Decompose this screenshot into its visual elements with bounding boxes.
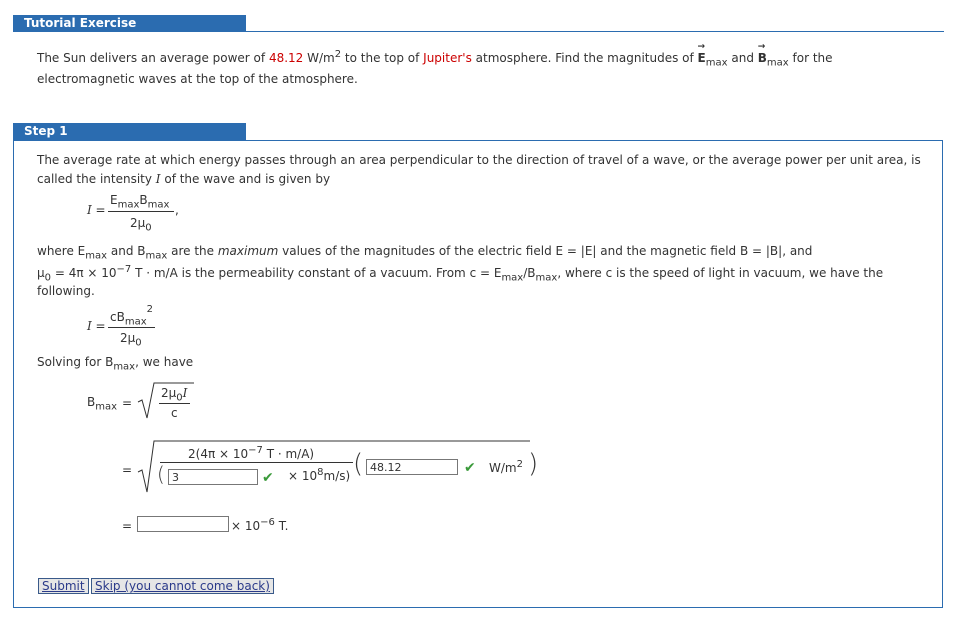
eq4-equals: = (122, 463, 133, 477)
eq3-num: 2μ (161, 386, 177, 400)
eq1-den: 2μ (130, 216, 146, 230)
power-unit: W/m (307, 51, 335, 65)
eq5-equals: = (122, 519, 133, 533)
step-text: values of the magnitudes of the electric field E = |E| and the magnetic field B = |B|, and (278, 244, 813, 258)
eq4-num-b: T · m/A) (262, 447, 315, 461)
eq1-sub: max (147, 199, 170, 211)
problem-line-2: electromagnetic waves at the top of the atmosphere. (37, 72, 358, 86)
eq2-numerator (110, 304, 154, 328)
eq4-close-paren: ) (528, 449, 539, 479)
vector-arrow-icon: → (697, 42, 706, 52)
eq3-num-sub: 0 (176, 392, 183, 404)
eq4-den-exp: 8 (317, 467, 324, 478)
step-header (13, 123, 246, 140)
step-text: = 4π × 10 (51, 266, 117, 280)
unit-exponent: 2 (334, 49, 342, 60)
power-value: 48.12 (268, 51, 304, 65)
step-text: called the intensity (37, 172, 156, 186)
eq2-fraction-bar (108, 327, 155, 328)
mu-symbol: μ (37, 266, 45, 280)
step-para2-line1 (37, 244, 812, 261)
check-icon: ✔ (464, 460, 476, 476)
step-text: are the (167, 244, 218, 258)
eq3-num-i: I (182, 386, 188, 400)
eq1-lhs (87, 203, 106, 217)
eq2-lhs-text: I = (87, 319, 106, 333)
eq5-suffix (231, 517, 288, 533)
max-subscript: max (501, 272, 524, 284)
step-text: where E (37, 244, 86, 258)
step-text: of the wave and is given by (160, 172, 331, 186)
step-text-italic: maximum (217, 244, 279, 258)
eq5-unit: T. (274, 519, 289, 533)
eq3-equals: = (122, 396, 133, 410)
problem-text: to the top of (341, 51, 424, 65)
problem-text: The Sun delivers an average power of (37, 51, 269, 65)
eq3-fraction-bar (159, 403, 190, 404)
eq2-sup: 2 (146, 304, 154, 315)
eq4-den-b: × 10 (288, 469, 318, 483)
exponent: −7 (116, 264, 132, 275)
eq5-suffix-text: × 10 (231, 519, 261, 533)
speed-input[interactable] (168, 469, 258, 485)
step-text: T · m/A is the permeability constant of a vacuum. From c = E (131, 266, 502, 280)
eq4-fraction-bar (160, 462, 353, 463)
eq1-fraction-bar (108, 211, 174, 212)
eq2-den-sub: 0 (135, 337, 142, 349)
eq3-numerator (161, 386, 187, 403)
bmax-answer-input[interactable] (137, 516, 229, 532)
eq3-sub: max (95, 401, 118, 413)
eq1-e: E (110, 193, 118, 207)
eq4-unit-text: W/m (489, 461, 517, 475)
step-text: /B (523, 266, 536, 280)
step-text: and B (107, 244, 146, 258)
step-text: , we have (135, 355, 194, 369)
check-icon: ✔ (262, 470, 274, 486)
eq5-exp: −6 (260, 517, 275, 528)
eq1-b: B (139, 193, 148, 207)
eq4-numerator (188, 445, 314, 461)
eq4-unit-sup: 2 (516, 459, 523, 470)
max-subscript: max (113, 361, 136, 373)
eq1-den-sub: 0 (145, 222, 152, 234)
step-text: Solving for B (37, 355, 114, 369)
eq1-comma: , (175, 203, 179, 217)
eq1-denominator (130, 216, 152, 233)
problem-text: and (727, 51, 758, 65)
step-para2-line2 (37, 264, 883, 283)
eq4-unit (489, 459, 523, 475)
eq4-den-open-paren: ( (157, 462, 165, 486)
eq4-num: 2(4π × 10 (188, 447, 249, 461)
intensity-symbol: I (155, 172, 161, 186)
eq1-sub: max (117, 199, 140, 211)
max-subscript: max (85, 250, 108, 262)
eq4-den-c: m/s) (323, 469, 351, 483)
solving-line (37, 355, 193, 372)
eq1-numerator (110, 193, 169, 210)
vector-arrow-icon: → (757, 42, 766, 52)
eq3-b: B (87, 395, 96, 409)
intensity-input[interactable] (366, 459, 458, 475)
skip-button[interactable]: Skip (you cannot come back) (91, 578, 274, 594)
step-text: , where c is the speed of light in vacuum, we have the (557, 266, 884, 280)
eq2-sub: max (124, 316, 147, 328)
eq2-num: cB (110, 310, 125, 324)
eq4-exp: −7 (248, 445, 263, 456)
eq4-open-paren: ( (353, 449, 364, 479)
tutorial-header-rule (246, 31, 944, 32)
max-subscript: max (535, 272, 558, 284)
step-title: Step 1 (24, 124, 68, 138)
tutorial-title: Tutorial Exercise (24, 16, 137, 30)
eq2-denominator (120, 331, 142, 348)
max-subscript: max (705, 57, 728, 69)
problem-text: atmosphere. Find the magnitudes of (471, 51, 698, 65)
eq2-den: 2μ (120, 331, 136, 345)
tutorial-header (13, 15, 246, 32)
eq1-lhs-text: I = (87, 203, 106, 217)
problem-text: for the (788, 51, 833, 65)
eq3-denominator: c (171, 406, 178, 420)
mu-sub: 0 (44, 272, 52, 284)
max-subscript: max (766, 57, 789, 69)
b-vector-symbol: B (757, 51, 767, 65)
submit-button[interactable]: Submit (38, 578, 89, 594)
eq4-den-rest (288, 467, 350, 483)
problem-line-1 (37, 42, 833, 69)
eq3-lhs (87, 395, 117, 412)
eq2-lhs (87, 319, 106, 333)
max-subscript: max (145, 250, 168, 262)
e-vector-symbol: E (697, 51, 706, 65)
step-para1-line1: The average rate at which energy passes through an area perpendicular to the direction of travel of a wave, or the average power per unit area, is (37, 153, 921, 167)
step-para2-line3: following. (37, 284, 95, 298)
planet-name: Jupiter's (423, 51, 472, 65)
step-para1-line2 (37, 172, 330, 186)
